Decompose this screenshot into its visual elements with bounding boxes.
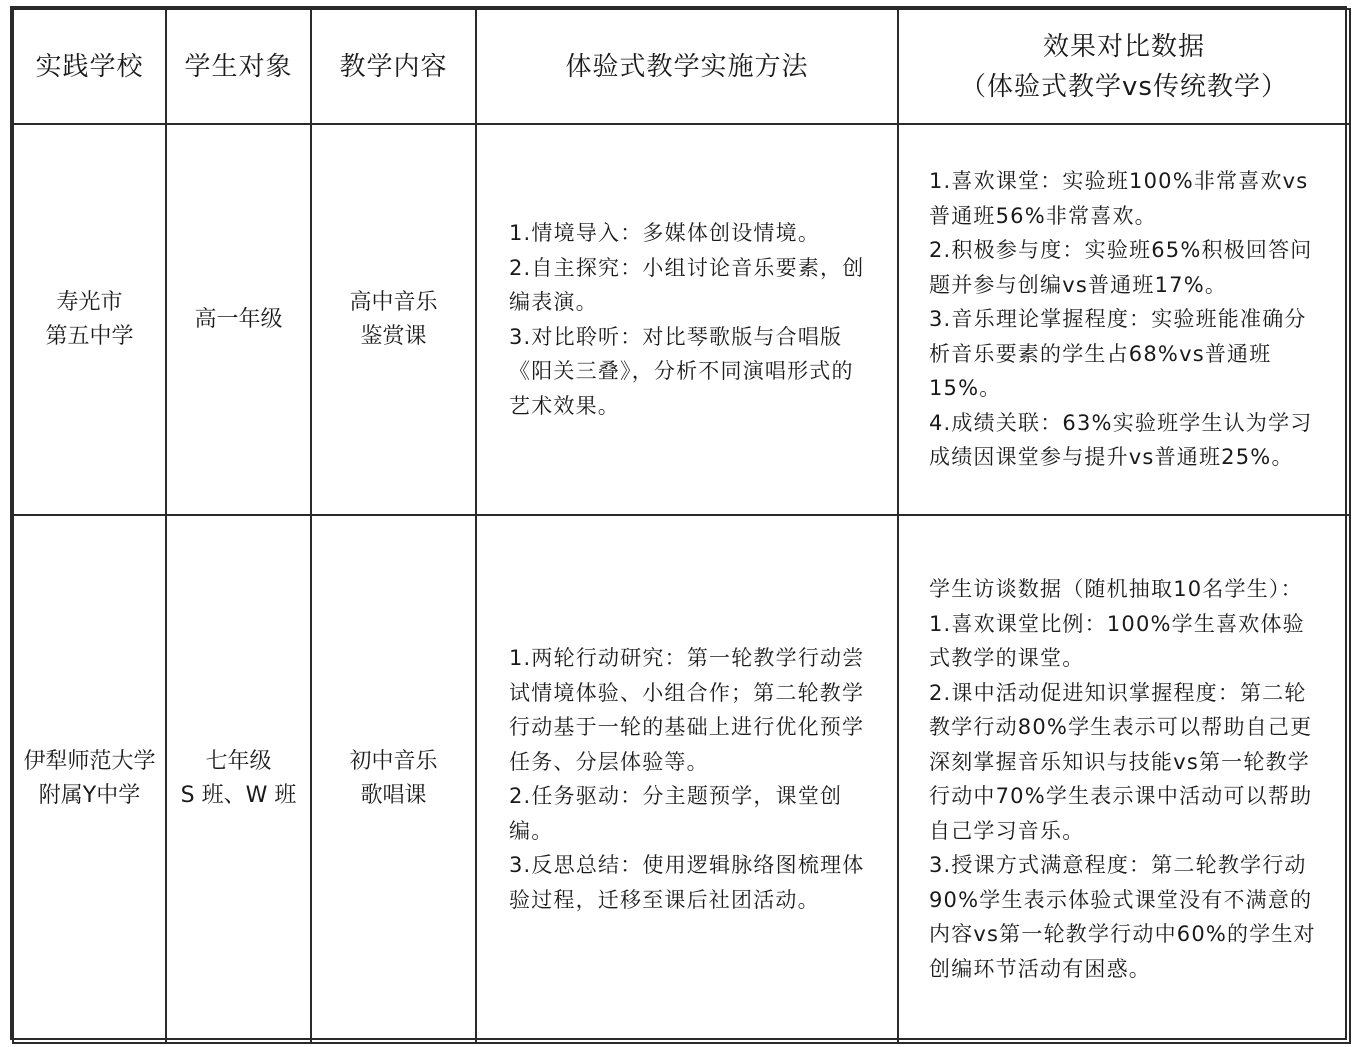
cell-method — [476, 515, 898, 1043]
method-item: 3.对比聆听：对比琴歌版与合唱版《阳关三叠》，分析不同演唱形式的艺术效果。 — [509, 324, 854, 418]
cell-content: 高中音乐 鉴赏课 — [311, 124, 476, 515]
header-method: 体验式教学实施方法 — [476, 9, 898, 124]
header-effect: 效果对比数据 （体验式教学vs传统教学） — [898, 9, 1350, 124]
method-item: 2.自主探究：小组讨论音乐要素，创编表演。 — [509, 255, 865, 314]
cell-students: 七年级 S 班、W 班 — [166, 515, 311, 1043]
cell-method — [476, 124, 898, 515]
table-row — [13, 515, 1350, 1043]
header-students: 学生对象 — [166, 9, 311, 124]
cell-content: 初中音乐 歌唱课 — [311, 515, 476, 1043]
table-row — [13, 124, 1350, 515]
header-content: 教学内容 — [311, 9, 476, 124]
cell-school: 伊犁师范大学 附属Y中学 — [13, 515, 166, 1043]
effect-item: 3.音乐理论掌握程度：实验班能准确分析音乐要素的学生占68%vs普通班15%。 — [929, 307, 1307, 401]
method-item: 1.两轮行动研究：第一轮教学行动尝试情境体验、小组合作；第二轮教学行动基于一轮的基础上进行优化预学任务、分层体验等。 — [509, 646, 865, 774]
effect-item: 1.喜欢课堂比例：100%学生喜欢体验式教学的课堂。 — [929, 611, 1305, 670]
effect-item: 1.喜欢课堂：实验班100%非常喜欢vs普通班56%非常喜欢。 — [929, 169, 1309, 228]
effect-item: 4.成绩关联：63%实验班学生认为学习成绩因课堂参与提升vs普通班25%。 — [929, 410, 1313, 470]
header-school: 实践学校 — [13, 9, 166, 124]
comparison-table-container — [10, 6, 1347, 1040]
comparison-table — [12, 8, 1351, 1044]
cell-students: 高一年级 — [166, 124, 311, 515]
cell-school: 寿光市 第五中学 — [13, 124, 166, 515]
method-item: 2.任务驱动：分主题预学，课堂创编。 — [509, 784, 843, 843]
effect-item: 2.积极参与度：实验班65%积极回答问题并参与创编vs普通班17%。 — [929, 238, 1313, 297]
method-item: 3.反思总结：使用逻辑脉络图梳理体验过程，迁移至课后社团活动。 — [509, 853, 865, 912]
method-item: 1.情境导入：多媒体创设情境。 — [509, 221, 821, 245]
cell-effect — [898, 124, 1350, 515]
table-header-row — [13, 9, 1350, 124]
effect-item: 3.授课方式满意程度：第二轮教学行动90%学生表示体验式课堂没有不满意的内容vs第一轮教学行动中60%的学生对创编环节活动有困惑。 — [929, 853, 1316, 981]
effect-item: 学生访谈数据（随机抽取10名学生）： — [929, 577, 1303, 601]
effect-item: 2.课中活动促进知识掌握程度：第二轮教学行动80%学生表示可以帮助自己更深刻掌握音乐知识与技能vs第一轮教学行动中70%学生表示课中活动可以帮助自己学习音乐。 — [929, 680, 1313, 843]
cell-effect — [898, 515, 1350, 1043]
